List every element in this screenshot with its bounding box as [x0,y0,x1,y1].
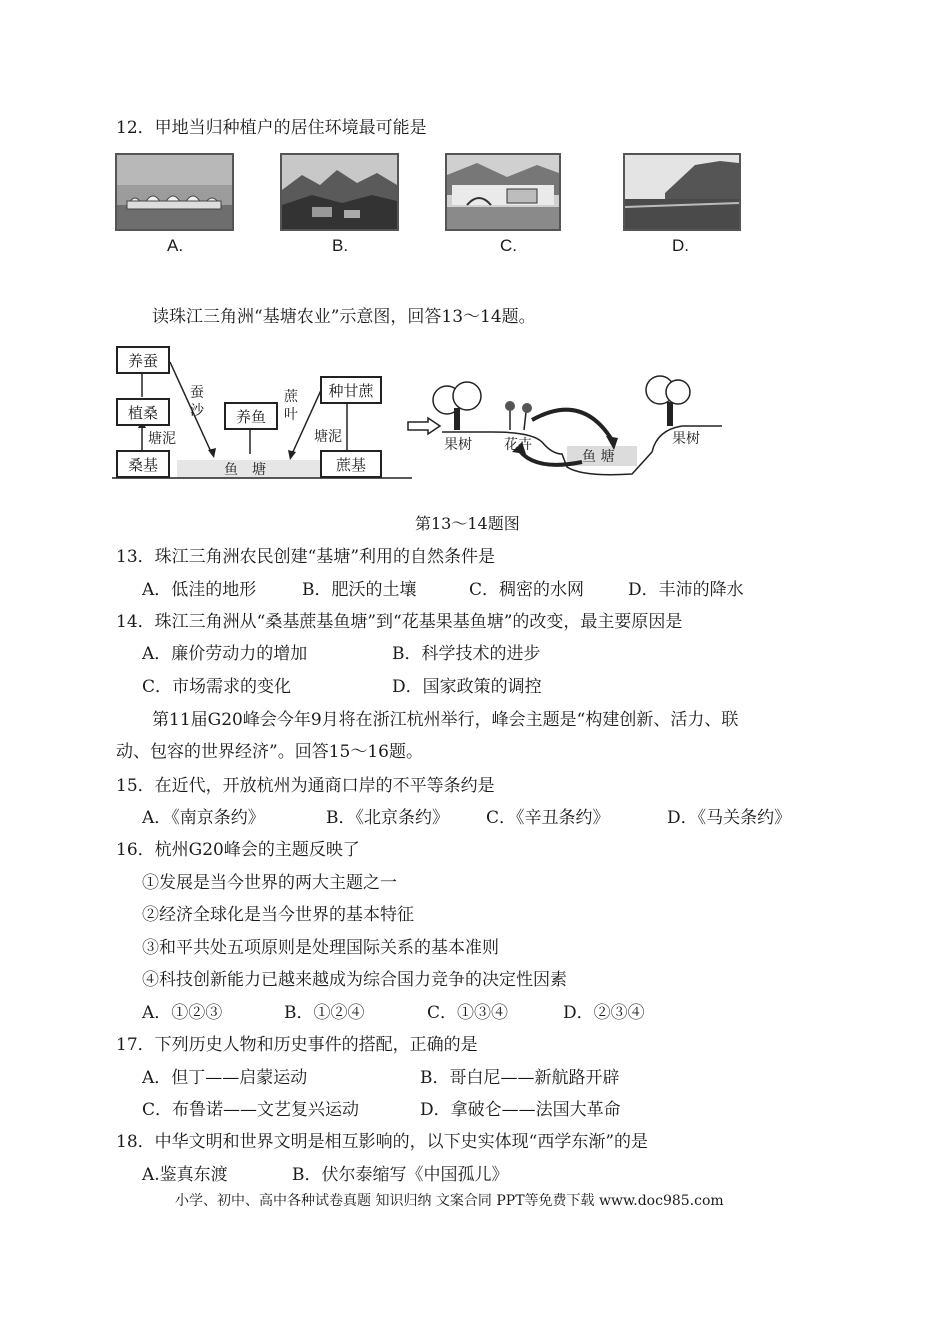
q15-option-d: D．《马关条约》 [667,808,792,828]
q13-stem: 13．珠江三角洲农民创建“基塘”利用的自然条件是 [116,547,496,567]
q17-stem: 17．下列历史人物和历史事件的搭配，正确的是 [116,1035,478,1055]
q17-option-c: C．布鲁诺——文艺复兴运动 [142,1100,360,1120]
label-flowers: 花卉 [504,437,532,453]
intro-13-14: 读珠江三角洲“基塘农业”示意图，回答13～14题。 [152,307,536,327]
q16-item-3: ③和平共处五项原则是处理国际关系的基本准则 [142,938,499,958]
box-fish: 养鱼 [224,402,278,430]
box-cane-base: 蔗基 [320,450,382,478]
q16-option-a: A．①②③ [142,1003,223,1023]
q14-stem: 14．珠江三角洲从“桑基蔗基鱼塘”到“花基果基鱼塘”的改变，最主要原因是 [116,612,683,632]
q14-option-a: A．廉价劳动力的增加 [142,644,308,664]
q16-item-2: ②经济全球化是当今世界的基本特征 [142,905,414,925]
q16-item-1: ①发展是当今世界的两大主题之一 [142,873,397,893]
q15-option-c: C．《辛丑条约》 [486,808,610,828]
box-sugarcane: 种甘蔗 [320,376,382,404]
q14-option-b: B．科学技术的进步 [392,644,541,664]
q18-option-b: B．伏尔泰缩写《中国孤儿》 [292,1165,509,1185]
q16-item-4: ④科技创新能力已越来越成为综合国力竞争的决定性因素 [142,970,567,990]
label-pond-mud-1: 塘泥 [148,431,176,447]
option-c-photo-waterside-town [445,153,561,231]
q18-option-a: A.鉴真东渡 [142,1165,228,1185]
label-cane-leaf: 蔗叶 [284,389,298,423]
q13-option-a: A．低洼的地形 [142,580,257,600]
q13-option-d: D．丰沛的降水 [628,580,744,600]
q16-option-b: B．①②④ [284,1003,365,1023]
q13-option-b: B．肥沃的土壤 [302,580,417,600]
intro-15-16-line2: 动、包容的世界经济”。回答15～16题。 [116,742,423,762]
q17-option-d: D．拿破仑——法国大革命 [420,1100,621,1120]
label-fruit-tree-1: 果树 [444,437,472,453]
q16-option-c: C．①③④ [427,1003,509,1023]
option-b-label: B. [332,236,349,255]
box-silkworm: 养蚕 [116,346,170,374]
q15-option-b: B．《北京条约》 [326,808,449,828]
label-silkworm-sand: 蚕沙 [190,385,204,419]
q17-option-b: B．哥白尼——新航路开辟 [420,1068,620,1088]
q14-option-d: D．国家政策的调控 [392,677,542,697]
option-a-label: A. [167,236,184,255]
q17-option-a: A．但丁——启蒙运动 [142,1068,308,1088]
q16-option-d: D．②③④ [563,1003,645,1023]
label-pond-mud-2: 塘泥 [314,429,342,445]
diagram-caption: 第13～14题图 [415,514,520,533]
box-mulberry-base: 桑基 [116,450,170,478]
option-c-label: C. [500,236,517,255]
option-d-photo-river-hills [623,153,741,231]
q13-option-c: C．稠密的水网 [469,580,585,600]
label-fish-pond-right: 鱼 塘 [582,449,615,465]
page-footer: 小学、初中、高中各种试卷真题 知识归纳 文案合同 PPT等免费下载 www.doc985.com [175,1193,724,1209]
q14-option-c: C．市场需求的变化 [142,677,292,697]
label-fish-pond: 鱼 塘 [224,462,266,478]
q15-option-a: A．《南京条约》 [142,808,265,828]
option-d-label: D. [672,236,689,255]
q15-stem: 15．在近代，开放杭州为通商口岸的不平等条约是 [116,776,495,796]
option-b-photo-mountain-village [280,153,399,231]
q18-stem: 18．中华文明和世界文明是相互影响的，以下史实体现“西学东渐”的是 [116,1132,649,1152]
intro-15-16-line1: 第11届G20峰会今年9月将在浙江杭州举行，峰会主题是“构建创新、活力、联 [152,710,739,730]
dike-pond-diagram [112,342,722,484]
q12-stem: 12．甲地当归种植户的居住环境最可能是 [116,118,427,138]
option-a-photo-yurts [115,153,234,231]
box-mulberry: 植桑 [116,398,170,426]
label-fruit-tree-2: 果树 [672,431,700,447]
q16-stem: 16．杭州G20峰会的主题反映了 [116,840,360,860]
